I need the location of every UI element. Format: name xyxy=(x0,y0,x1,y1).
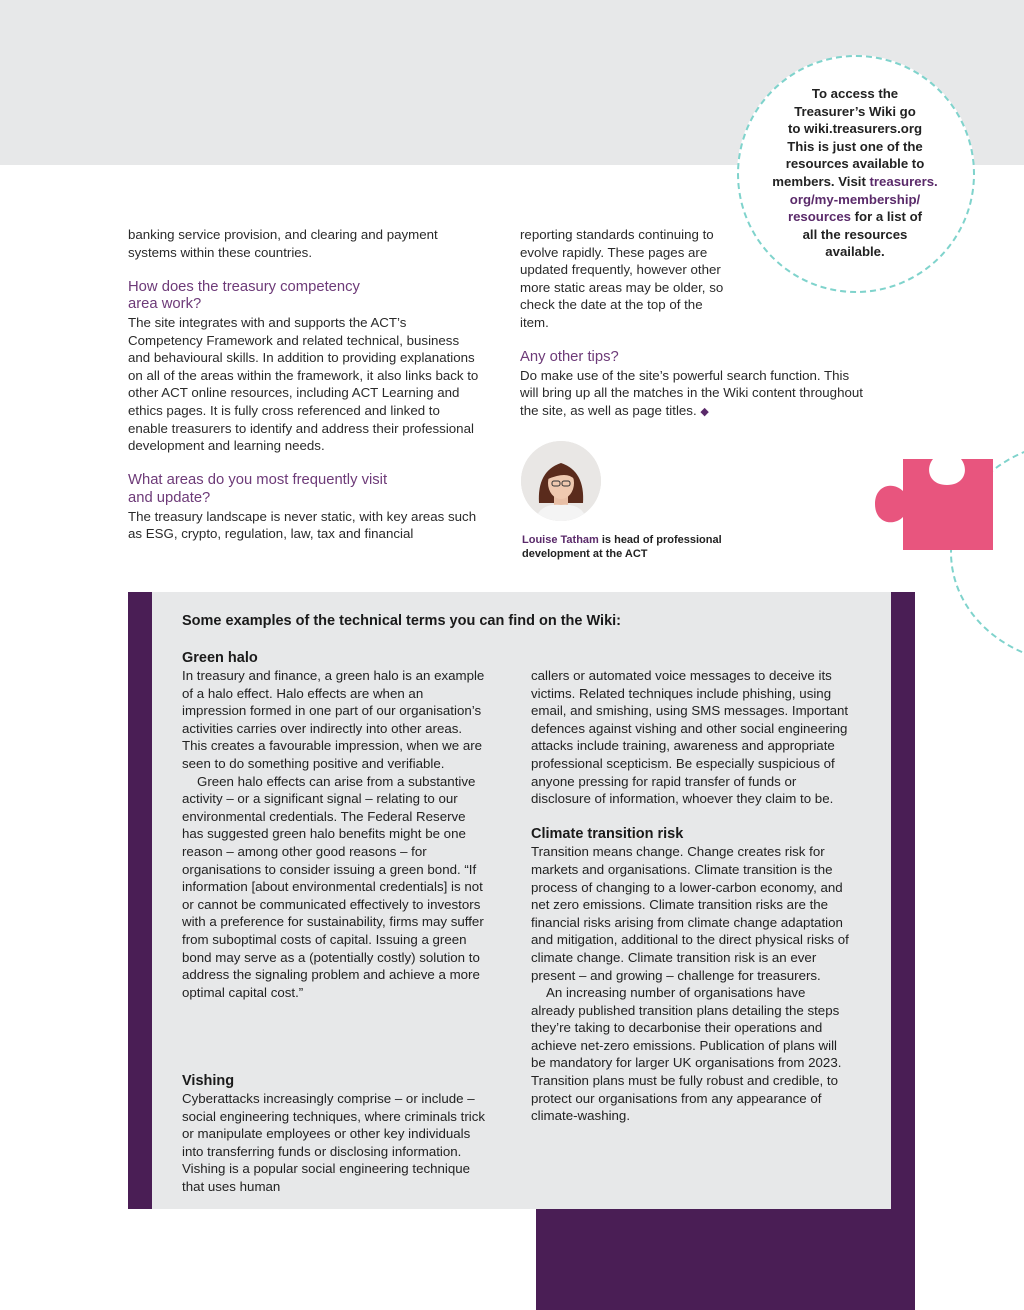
term-vishing: Vishing xyxy=(182,1073,235,1089)
glossary-heading: Some examples of the technical terms you can find on the Wiki: xyxy=(182,613,621,629)
portrait-illustration xyxy=(521,441,601,521)
competency-paragraph: The site integrates with and supports the ACT’s Competency Framework and related technical, business and behavioural skills. In addition to providing explanations on all of the areas within the framework, it also links back to other ACT online resources, including ACT Learning and ethics pages. It is fully cross referenced and linked to enable treasurers to identify and address their professional development and learning needs. xyxy=(128,314,479,454)
heading-tips: Any other tips? xyxy=(520,349,619,365)
glossary-left-column-vishing xyxy=(182,1072,487,1196)
glossary-left-column xyxy=(182,649,487,1001)
vishing-p1: Cyberattacks increasingly comprise – or include – social engineering techniques, where criminals trick or manipulate employees or other key individuals into transferring funds or disclosing information. Vishing is a popular social engineering technique that uses human xyxy=(182,1091,486,1194)
green-halo-p1: In treasury and finance, a green halo is an example of a halo effect. Halo effects are when an impression formed in one part of our organisation’s activities carries over indirectly into other areas. This creates a favourable impression, when we are seen to do something positive and verifiable. xyxy=(182,668,485,771)
left-column xyxy=(128,226,480,543)
areas-paragraph: The treasury landscape is never static, with key areas such as ESG, crypto, regulation, law, tax and financial xyxy=(128,508,477,542)
membership-link-part2[interactable]: org/my-membership/ xyxy=(789,191,921,207)
right-column-top xyxy=(520,226,725,332)
climate-p1: Transition means change. Change creates risk for markets and organisations. Climate transition is the process of changing to a lower-carbon economy, and net zero emissions. Climate transition risks are the financial risks arising from climate change adaptation and mitigation, additional to the direct physical risks of climate change. Climate transition risk is an ever present – and growing – challenge for treasurers. xyxy=(531,844,849,983)
purple-footer-block xyxy=(536,1209,915,1310)
term-green-halo: Green halo xyxy=(182,650,258,666)
author-portrait xyxy=(521,441,601,521)
membership-link-part3[interactable]: resources xyxy=(787,209,851,225)
glossary-right-column xyxy=(531,667,849,1125)
green-halo-p2: Green halo effects can arise from a substantive activity – or a significant signal – relating to our environmental credentials. The Federal Reserve has suggested green halo benefits might be one reason – among other good reasons – for organisations to consider issuing a green bond. “If information [about environmental credentials] is not or cannot be communicated effectively to investors with a preference for sustainability, firms may suffer from suboptimal costs of capital. Issuing a green bond may serve as a (potentially costly) solution to address the signaling problem and achieve a more optimal capital cost.” xyxy=(182,773,484,1000)
reporting-paragraph: reporting standards continuing to evolve rapidly. These pages are updated frequently, however other more static areas may be older, so check the date at the top of the item. xyxy=(520,227,724,330)
vishing-p1-cont: callers or automated voice messages to deceive its victims. Related techniques include phishing, using email, and smishing, using SMS messages. Important defences against vishing and other social engineering attacks include training, awareness and appropriate professional scepticism. Be especially suspicious of anyone pressing for rapid transfer of funds or disclosure of information, whoever they claim to be. xyxy=(531,668,849,807)
heading-areas: What areas do you most frequently visit and update? xyxy=(128,472,388,506)
author-name: Louise Tatham xyxy=(522,534,599,546)
author-caption: Louise Tatham is head of professional development at the ACT xyxy=(522,534,722,560)
end-mark-icon: ◆ xyxy=(700,405,709,418)
puzzle-piece-icon xyxy=(875,457,995,552)
tips-paragraph: Do make use of the site’s powerful search function. This will bring up all the matches in the Wiki content throughout the site, as well as page titles. ◆ xyxy=(520,367,863,418)
climate-p2: An increasing number of organisations have already published transition plans detailing the steps they’re taking to decarbonise their operations and achieve net-zero emissions. Publication of plans will be mandatory for larger UK organisations from 2023. Transition plans must be fully robust and credible, to protect our organisations from any appearance of climate-washing. xyxy=(531,985,842,1124)
heading-competency: How does the treasury competency area work? xyxy=(128,278,360,313)
term-climate-transition-risk: Climate transition risk xyxy=(531,826,684,843)
intro-paragraph: banking service provision, and clearing and payment systems within these countries. xyxy=(128,227,438,260)
membership-link-part1[interactable]: treasurers. xyxy=(869,173,938,189)
box-border-left xyxy=(128,592,152,1209)
box-border-right xyxy=(891,592,915,1209)
right-column-tips xyxy=(520,349,870,421)
callout-text: To access the Treasurer’s Wiki go to wiki.treasurers.org This is just one of the resources available to members. Visit treasurers. org/my-membership/ resources for a list of all the resources available. xyxy=(755,85,955,261)
